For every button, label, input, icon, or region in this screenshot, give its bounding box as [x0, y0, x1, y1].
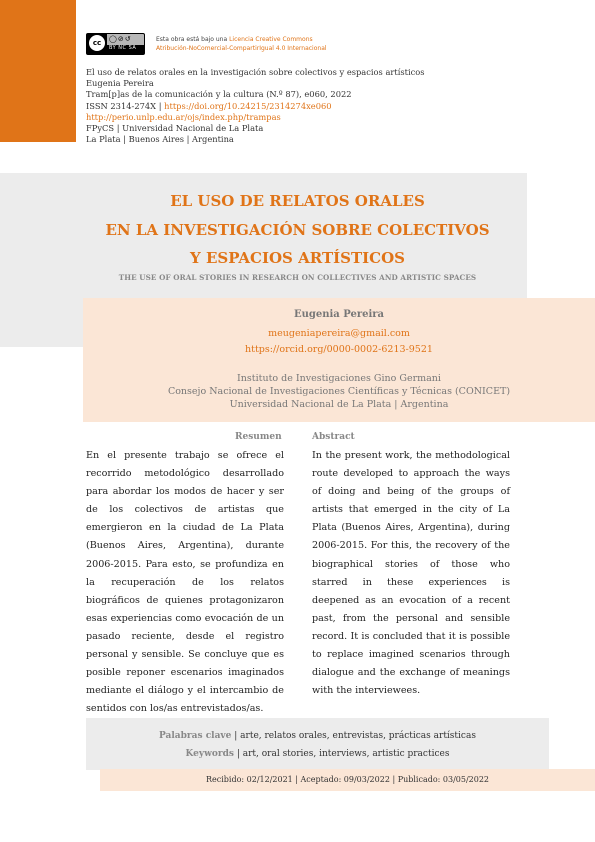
article-metadata — [86, 67, 425, 145]
header-accent-bar — [0, 0, 76, 142]
meta-author: Eugenia Pereira — [86, 78, 154, 89]
keywords-es-values: arte, relatos orales, entrevistas, prácticas artísticas — [240, 731, 476, 741]
english-title: THE USE OF ORAL STORIES IN RESEARCH ON COLLECTIVES AND ARTISTIC SPACES — [118, 273, 477, 282]
author-email-link[interactable]: meugeniapereira@gmail.com — [268, 328, 410, 339]
abstract-text: In the present work, the methodological route developed to approach the ways of doing and being of the groups of artists that emerged in the city of La Plata (Buenos Aires, Argentina), during 2006-2015. For this, the recovery of the biographical stories of those who starred in these experiences is deepened as an evocation of a recent past, from the personal and sensible record. It is concluded that it is possible to replace imagined scenarios through dialogue and the exchange of meanings with the interviewees. — [312, 450, 510, 697]
date-separator: | — [292, 775, 301, 784]
license-notice — [156, 35, 327, 53]
keywords-en-label: Keywords — [185, 749, 234, 759]
cc-logo-icon: cc — [89, 35, 105, 51]
abstract-heading: Abstract — [312, 432, 355, 442]
cc-attribution-icons: ◯⊘↺ — [109, 35, 132, 43]
article-title — [0, 187, 595, 273]
resumen-text: En el presente trabajo se ofrece el recorrido metodológico desarrollado para abordar los modos de hacer y ser de los colectivos de artistas que emergieron en la ciudad de La Plata (Buenos Aires, Argentina), durante 2006-2015. Para esto, se profundiza en la recuperación de los relatos biográficos de quienes protagonizaron esas experiencias como evocación de un pasado reciente, desde el registro personal y sensible. Se concluye que es posible reponer escenarios imaginados mediante el diálogo y el intercambio de sentidos con los/as entrevistados/as. — [86, 450, 284, 715]
date-separator: | — [389, 775, 398, 784]
keywords-band — [86, 718, 549, 770]
meta-place: La Plata | Buenos Aires | Argentina — [86, 134, 234, 145]
meta-journal-url[interactable]: http://perio.unlp.edu.ar/ojs/index.php/trampas — [86, 111, 281, 122]
keywords-en-values: art, oral stories, interviews, artistic practices — [242, 749, 450, 759]
keywords-es-label: Palabras clave — [159, 731, 232, 741]
meta-article-title: El uso de relatos orales en la investigación sobre colectivos y espacios artísticos — [86, 67, 425, 77]
date-received: Recibido: 02/12/2021 — [205, 775, 293, 784]
author-name: Eugenia Pereira — [293, 309, 385, 320]
meta-issn: ISSN 2314-274X — [86, 100, 157, 111]
license-link[interactable]: Licencia Creative Commons — [229, 36, 313, 43]
affiliation-3: Universidad Nacional de La Plata | Argentina — [229, 399, 449, 410]
cc-badge-terms: BY NC SA — [109, 45, 137, 51]
keywords-en — [86, 749, 549, 759]
title-line-3: Y ESPACIOS ARTÍSTICOS — [190, 249, 405, 267]
affiliation-1: Instituto de Investigaciones Gino Germani — [237, 373, 441, 384]
keywords-es — [86, 731, 549, 741]
meta-journal: Tram[p]as de la comunicación y la cultura (N.º 87), e060, 2022 — [86, 89, 352, 100]
resumen-heading: Resumen — [235, 432, 282, 442]
meta-separator: | — [156, 100, 165, 111]
affiliation-2: Consejo Nacional de Investigaciones Científicas y Técnicas (CONICET) — [167, 386, 511, 397]
keywords-separator: | — [233, 749, 243, 759]
license-prefix: Esta obra está bajo una — [156, 36, 230, 43]
keywords-separator: | — [231, 731, 241, 741]
meta-doi-link[interactable]: https://doi.org/10.24215/2314274xe060 — [164, 100, 332, 111]
date-published: Publicado: 03/05/2022 — [397, 775, 490, 784]
meta-institution: FPyCS | Universidad Nacional de La Plata — [86, 123, 264, 134]
title-line-1: EL USO DE RELATOS ORALES — [170, 192, 425, 210]
author-orcid-link[interactable]: https://orcid.org/0000-0002-6213-9521 — [245, 344, 433, 355]
cc-license-badge[interactable] — [86, 33, 145, 55]
title-line-2: EN LA INVESTIGACIÓN SOBRE COLECTIVOS — [105, 220, 490, 239]
license-type[interactable]: Atribución-NoComercial-CompartirIgual 4.0 Internacional — [156, 45, 327, 52]
publication-dates — [100, 775, 595, 784]
date-accepted: Aceptado: 09/03/2022 — [300, 775, 390, 784]
